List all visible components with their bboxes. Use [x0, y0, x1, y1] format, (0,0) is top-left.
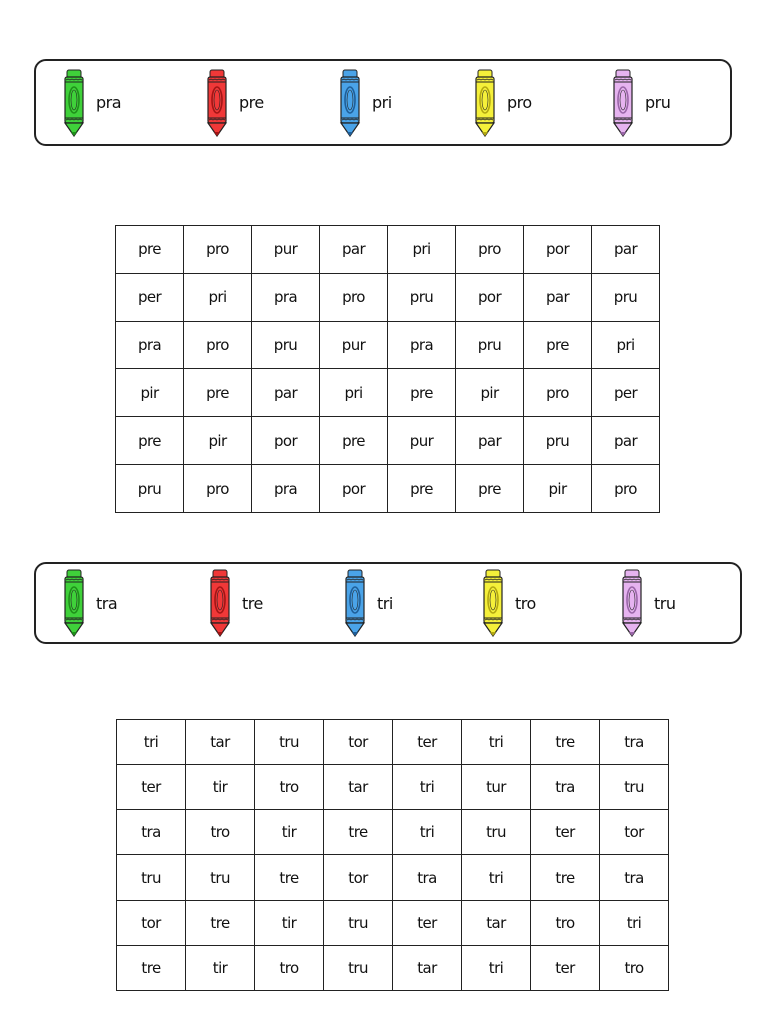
grid-cell: tro — [531, 900, 600, 945]
grid-cell: pra — [116, 321, 184, 369]
grid-cell: tro — [186, 810, 255, 855]
grid-cell: pri — [388, 226, 456, 274]
grid-cell: pur — [252, 226, 320, 274]
syllable-grid-pr — [115, 225, 660, 513]
grid-cell: pre — [524, 321, 592, 369]
grid-cell: per — [116, 273, 184, 321]
grid-cell: pra — [252, 273, 320, 321]
legend-label: tro — [515, 593, 536, 613]
legend-item — [205, 61, 264, 144]
grid-cell: pro — [524, 369, 592, 417]
grid-cell: pre — [388, 465, 456, 513]
grid-cell: pru — [456, 321, 524, 369]
grid-cell: tri — [117, 720, 186, 765]
legend-label: tru — [654, 593, 676, 613]
grid-cell: tri — [393, 810, 462, 855]
grid-cell: tra — [393, 855, 462, 900]
grid-cell: pir — [116, 369, 184, 417]
table-row — [117, 765, 669, 810]
grid-cell: ter — [393, 900, 462, 945]
legend-item — [62, 61, 121, 144]
legend-item — [338, 61, 392, 144]
grid-cell: ter — [531, 945, 600, 990]
crayon-icon — [611, 69, 635, 137]
grid-cell: pro — [592, 465, 660, 513]
table-row — [116, 369, 660, 417]
grid-cell: tru — [462, 810, 531, 855]
grid-cell: tur — [462, 765, 531, 810]
grid-cell: tir — [186, 765, 255, 810]
grid-cell: tor — [600, 810, 669, 855]
legend-item — [620, 564, 676, 642]
grid-cell: tre — [255, 855, 324, 900]
grid-cell: pur — [388, 417, 456, 465]
crayon-icon — [473, 69, 497, 137]
grid-cell: tra — [600, 720, 669, 765]
legend-item — [208, 564, 263, 642]
grid-cell: tri — [462, 720, 531, 765]
grid-cell: por — [320, 465, 388, 513]
grid-cell: pre — [388, 369, 456, 417]
grid-cell: par — [592, 417, 660, 465]
grid-cell: tir — [255, 810, 324, 855]
grid-cell: por — [252, 417, 320, 465]
grid-cell: tro — [255, 765, 324, 810]
grid-cell: pir — [456, 369, 524, 417]
crayon-icon — [343, 569, 367, 637]
grid-cell: tre — [324, 810, 393, 855]
grid-cell: pro — [184, 465, 252, 513]
legend-label: pro — [507, 93, 532, 112]
syllable-grid-tr — [116, 719, 669, 991]
grid-cell: pir — [184, 417, 252, 465]
grid-cell: pre — [320, 417, 388, 465]
grid-cell: tar — [462, 900, 531, 945]
grid-cell: ter — [117, 765, 186, 810]
grid-cell: tor — [117, 900, 186, 945]
table-row — [116, 465, 660, 513]
crayon-icon — [205, 69, 229, 137]
legend-label: pra — [96, 93, 122, 112]
grid-cell: tar — [186, 720, 255, 765]
grid-cell: tar — [324, 765, 393, 810]
grid-cell: pro — [320, 273, 388, 321]
crayon-icon — [338, 69, 362, 137]
legend-item — [481, 564, 536, 642]
grid-cell: pra — [388, 321, 456, 369]
legend-label: pru — [645, 93, 671, 112]
grid-cell: pri — [184, 273, 252, 321]
grid-cell: tru — [324, 900, 393, 945]
grid-cell: par — [524, 273, 592, 321]
legend-label: tri — [377, 593, 393, 613]
grid-cell: tru — [600, 765, 669, 810]
grid-cell: tru — [186, 855, 255, 900]
grid-cell: per — [592, 369, 660, 417]
grid-cell: tir — [255, 900, 324, 945]
grid-cell: tor — [324, 720, 393, 765]
grid-cell: pru — [388, 273, 456, 321]
grid-cell: pru — [252, 321, 320, 369]
grid-cell: ter — [393, 720, 462, 765]
table-row — [117, 900, 669, 945]
grid-cell: par — [252, 369, 320, 417]
grid-cell: tro — [600, 945, 669, 990]
grid-cell: tri — [393, 765, 462, 810]
legend-item — [473, 61, 532, 144]
crayon-icon — [62, 69, 86, 137]
grid-cell: pri — [592, 321, 660, 369]
grid-cell: tra — [600, 855, 669, 900]
grid-cell: tri — [462, 945, 531, 990]
grid-cell: pru — [116, 465, 184, 513]
grid-cell: pre — [184, 369, 252, 417]
grid-cell: tre — [531, 855, 600, 900]
grid-cell: tre — [186, 900, 255, 945]
grid-cell: tri — [600, 900, 669, 945]
crayon-icon — [208, 569, 232, 637]
legend-label: pre — [239, 93, 264, 112]
grid-cell: por — [456, 273, 524, 321]
grid-cell: tra — [531, 765, 600, 810]
legend-item — [611, 61, 670, 144]
legend-item — [343, 564, 393, 642]
crayon-icon — [62, 569, 86, 637]
table-row — [117, 945, 669, 990]
table-row — [117, 720, 669, 765]
table-row — [116, 417, 660, 465]
grid-cell: tru — [255, 720, 324, 765]
grid-cell: tri — [462, 855, 531, 900]
table-row — [117, 810, 669, 855]
grid-cell: pru — [524, 417, 592, 465]
grid-cell: tor — [324, 855, 393, 900]
grid-cell: pra — [252, 465, 320, 513]
grid-cell: pro — [456, 226, 524, 274]
grid-cell: tir — [186, 945, 255, 990]
table-row — [116, 273, 660, 321]
grid-cell: tru — [324, 945, 393, 990]
crayon-icon — [620, 569, 644, 637]
grid-cell: pre — [116, 226, 184, 274]
crayon-icon — [481, 569, 505, 637]
legend-label: tra — [96, 593, 118, 613]
table-row — [116, 321, 660, 369]
grid-cell: tru — [117, 855, 186, 900]
legend-label: pri — [372, 93, 392, 112]
table-row — [117, 855, 669, 900]
grid-cell: pro — [184, 321, 252, 369]
grid-cell: pre — [116, 417, 184, 465]
grid-cell: pru — [592, 273, 660, 321]
grid-cell: pre — [456, 465, 524, 513]
grid-cell: tre — [117, 945, 186, 990]
grid-cell: pri — [320, 369, 388, 417]
grid-cell: tar — [393, 945, 462, 990]
legend-box-pr — [34, 59, 732, 146]
legend-item — [62, 564, 117, 642]
grid-cell: par — [320, 226, 388, 274]
grid-cell: tra — [117, 810, 186, 855]
grid-cell: tre — [531, 720, 600, 765]
legend-label: tre — [242, 593, 263, 613]
grid-cell: ter — [531, 810, 600, 855]
grid-cell: pir — [524, 465, 592, 513]
grid-cell: par — [456, 417, 524, 465]
grid-cell: tro — [255, 945, 324, 990]
grid-cell: pur — [320, 321, 388, 369]
table-row — [116, 226, 660, 274]
legend-box-tr — [34, 562, 742, 644]
grid-cell: par — [592, 226, 660, 274]
grid-cell: pro — [184, 226, 252, 274]
grid-cell: por — [524, 226, 592, 274]
